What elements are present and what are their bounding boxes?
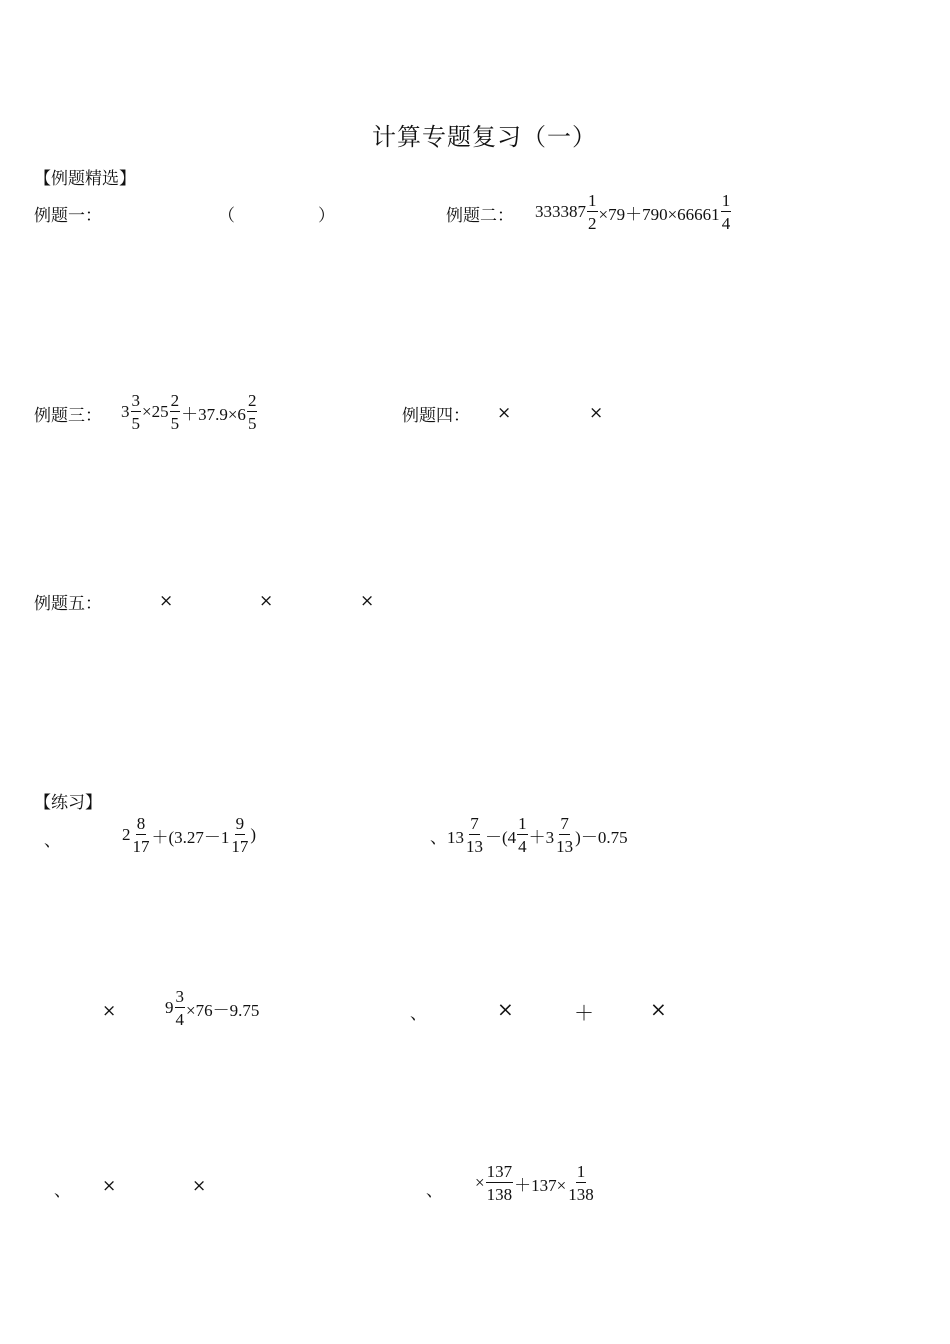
practice-6-expression [475, 1161, 596, 1205]
practice-3-fraction: $\frac{3}{4}$ [175, 987, 184, 1029]
practice-3-whole: 9 [165, 998, 174, 1017]
example-1-paren-open: （ [218, 206, 235, 226]
example-4-label: 例题四： [402, 406, 470, 426]
practice-2-fraction-3: $\frac{7}{13}$ [556, 814, 574, 856]
example-3-fraction-3: $\frac{2}{5}$ [247, 391, 257, 433]
example-3-whole-1: 3 [121, 402, 130, 421]
example-2-whole-1: 333387 [535, 202, 586, 221]
examples-header: 【例题精选】 [34, 169, 136, 189]
practice-6-fraction-1: $\frac{137}{138}$ [486, 1162, 513, 1204]
practice-3-operator: × [102, 1001, 117, 1021]
example-3-label: 例题三： [34, 406, 102, 426]
practice-2-middle-2: ＋3 [528, 827, 555, 847]
practice-2-fraction-2: $\frac{1}{4}$ [518, 814, 527, 856]
example-3-expression [121, 390, 258, 434]
practice-1-whole: 2 [122, 825, 131, 844]
practice-1-fraction-2: $\frac{9}{17}$ [231, 814, 249, 856]
practice-1-expression [122, 813, 256, 857]
practice-5-operator-2: × [192, 1176, 207, 1196]
example-5-operator-2: × [259, 591, 274, 611]
practice-5-mark: 、 [54, 1181, 71, 1201]
example-2-middle: ×79＋790×66661 [598, 204, 720, 224]
example-4-operator-1: × [497, 403, 512, 423]
example-1-label: 例题一： [34, 206, 102, 226]
practice-2-expression [430, 813, 628, 857]
page-title: 计算专题复习（一） [372, 123, 597, 151]
example-3-middle-2: ＋37.9×6 [181, 404, 246, 424]
example-1-paren-close: ） [318, 206, 335, 226]
example-3-fraction-1: $\frac{3}{5}$ [131, 391, 140, 433]
practice-4-operator-2: ＋ [574, 1001, 594, 1025]
example-5-label: 例题五： [34, 594, 102, 614]
example-2-fraction-2: $\frac{1}{4}$ [721, 191, 731, 233]
practice-2-end: )－0.75 [575, 827, 628, 847]
practice-2-middle-1: －(4 [485, 827, 517, 847]
example-2-label: 例题二： [446, 206, 514, 226]
practice-3-expression [165, 986, 259, 1030]
practice-6-middle: ＋137× [514, 1175, 567, 1195]
practice-6-fraction-2: $\frac{1}{138}$ [568, 1162, 594, 1204]
practice-header: 【练习】 [34, 793, 102, 813]
example-5-operator-3: × [360, 591, 375, 611]
practice-2-start: 、13 [430, 827, 464, 847]
practice-1-fraction-1: $\frac{8}{17}$ [132, 814, 150, 856]
example-4-operator-2: × [589, 403, 604, 423]
practice-4-operator-3: × [650, 997, 667, 1021]
practice-4-operator-1: × [497, 997, 514, 1021]
practice-6-operator: × [475, 1173, 485, 1192]
practice-6-mark: 、 [426, 1181, 443, 1201]
example-5-operator-1: × [159, 591, 174, 611]
practice-4-mark: 、 [410, 1004, 427, 1024]
example-2-fraction-1: $\frac{1}{2}$ [588, 191, 597, 233]
practice-3-end: ×76－9.75 [186, 1000, 260, 1020]
practice-5-operator-1: × [102, 1176, 117, 1196]
example-2-expression [535, 190, 732, 234]
practice-2-fraction-1: $\frac{7}{13}$ [466, 814, 483, 856]
practice-1-middle: ＋(3.27－1 [151, 827, 230, 847]
practice-1-mark: 、 [44, 831, 61, 851]
example-3-middle-1: ×25 [142, 402, 169, 421]
practice-1-end: ) [250, 825, 257, 844]
example-3-fraction-2: $\frac{2}{5}$ [170, 391, 180, 433]
